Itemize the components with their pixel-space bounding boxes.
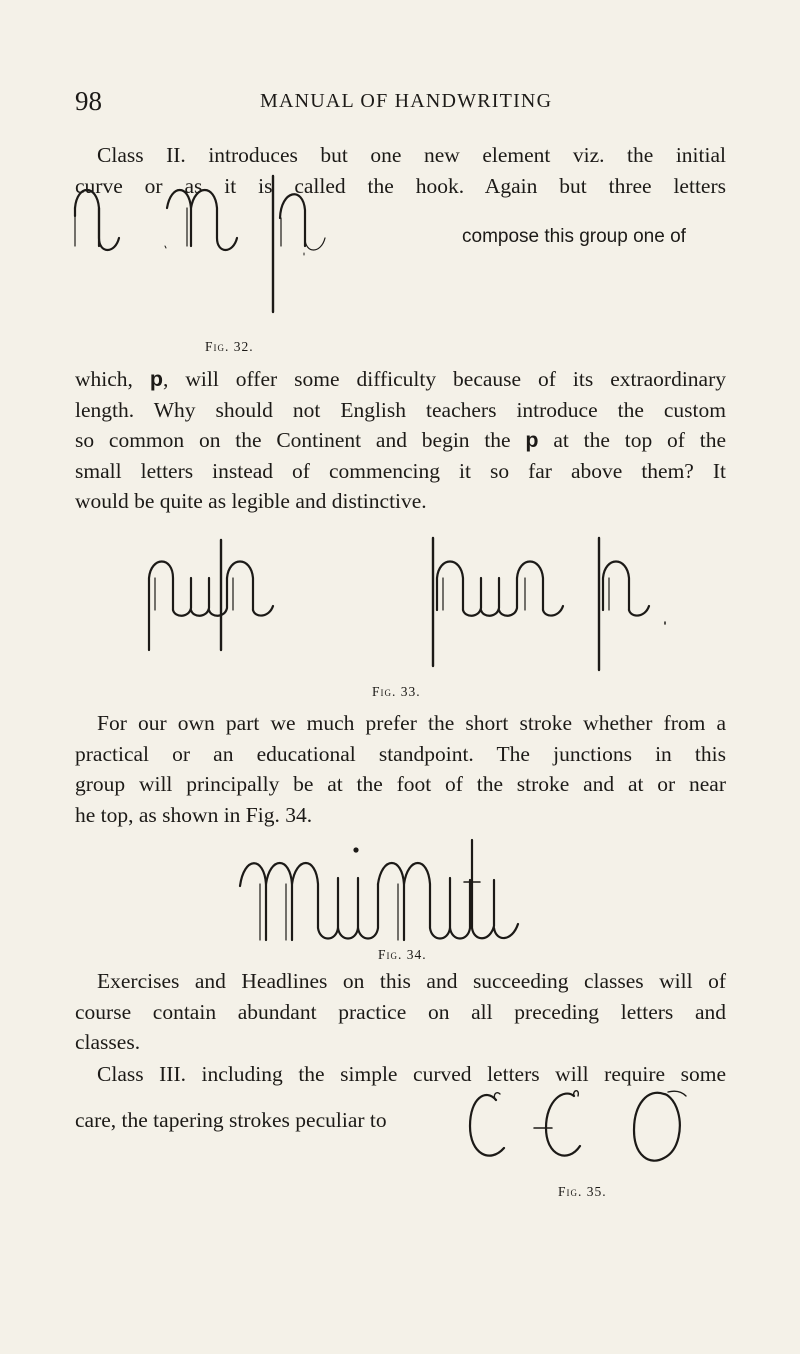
text-line: For our own part we much prefer the short stroke whether from a xyxy=(97,711,726,735)
page-number: 98 xyxy=(75,86,102,116)
text-line: would be quite as legible and distinctive. xyxy=(75,489,427,513)
bold-letter-p: p xyxy=(525,428,539,452)
fig-32-caption: Fig. 32. xyxy=(205,339,254,354)
text-line: length. Why should not English teachers introduce the custom xyxy=(75,397,726,422)
paragraph-short-stroke xyxy=(75,708,726,830)
text-line: small letters instead of commencing it so far above them? It xyxy=(75,458,726,483)
page-header xyxy=(75,86,725,116)
text-line: course contain abundant practice on all preceding letters and xyxy=(75,999,726,1024)
text-line: group will principally be at the foot of the stroke and at or near xyxy=(75,772,726,796)
paragraph-class-iii xyxy=(75,1059,726,1090)
text-fragment: , will offer some difficulty because of its extraordinary xyxy=(163,367,726,391)
text-fragment: which, xyxy=(75,367,150,391)
fig-32-letters xyxy=(75,178,405,328)
running-head: MANUAL OF HANDWRITING xyxy=(260,90,553,112)
fig-35-letters xyxy=(468,1086,728,1176)
text-line: classes. xyxy=(75,1030,141,1054)
text-line: Class II. introduces but one new element viz. the initial xyxy=(97,143,726,167)
bold-letter-p: p xyxy=(149,367,164,391)
text-line: practical or an educational standpoint. The junctions in this xyxy=(75,741,726,766)
text-line xyxy=(75,425,726,456)
fig-34-caption: Fig. 34. xyxy=(378,947,427,962)
text-line: curve or as it is called the hook. Again but three letters xyxy=(75,173,726,198)
fig-34-letters xyxy=(240,840,620,950)
fig-35-caption: Fig. 35. xyxy=(558,1184,607,1199)
text-fragment: at the top of the xyxy=(538,428,726,452)
fig-32-inline-text: compose this group one of xyxy=(462,226,686,247)
text-line: Class III. including the simple curved letters will require some xyxy=(97,1062,726,1086)
paragraph-letter-p xyxy=(75,364,726,517)
paragraph-exercises xyxy=(75,966,726,1058)
ink-dot xyxy=(353,847,358,852)
text-line: Exercises and Headlines on this and succeeding classes will of xyxy=(97,969,726,993)
text-line: he top, as shown in Fig. 34. xyxy=(75,802,313,827)
text-line: care, the tapering strokes peculiar to xyxy=(75,1108,387,1132)
text-line xyxy=(75,364,726,395)
fig-33-caption: Fig. 33. xyxy=(372,684,421,699)
fig-33-letters xyxy=(145,538,665,678)
text-fragment: so common on the Continent and begin the xyxy=(75,428,526,452)
